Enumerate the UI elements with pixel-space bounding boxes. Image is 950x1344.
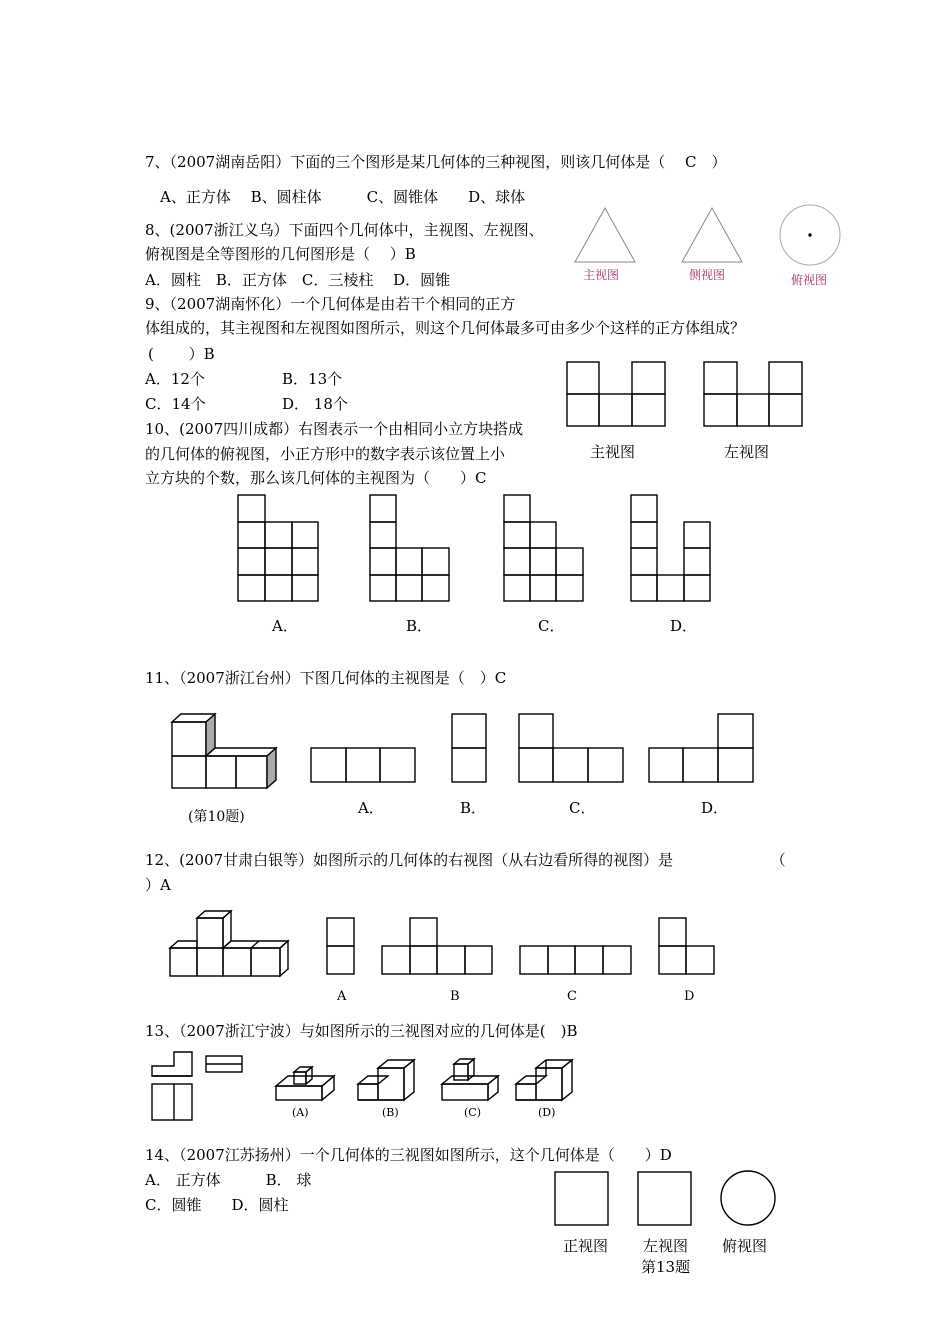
q7-view-label-top: 俯视图 <box>791 273 828 287</box>
q9-option-d: D． 18个 <box>282 395 348 413</box>
q10-stem-line2: 的几何体的俯视图，小正方形中的数字表示该位置上小 <box>145 445 506 463</box>
q7-side-triangle <box>682 208 742 262</box>
q14-options-line1: A． 正方体 B． 球 <box>145 1171 312 1189</box>
q12-option-c <box>520 946 631 974</box>
q10-label-b: B． <box>406 617 433 635</box>
q11-label-d: D． <box>701 799 729 817</box>
q10-option-c-grid <box>504 495 583 601</box>
q11-label-c: C． <box>569 799 596 817</box>
q7-view-label-front: 主视图 <box>583 268 620 282</box>
q10-options-figure <box>238 495 718 605</box>
q7-top-center-dot <box>809 234 811 236</box>
q10-option-d-grid <box>631 495 710 601</box>
q11-label-b: B． <box>460 799 487 817</box>
q13-label-a: (A) <box>292 1106 309 1119</box>
q11-option-b <box>452 714 486 782</box>
q12-label-a: A <box>337 989 347 1004</box>
q11-stem: 11、（2007浙江台州）下图几何体的主视图是（ ）C <box>145 669 507 687</box>
q13-stem: 13、（2007浙江宁波）与如图所示的三视图对应的几何体是( )B <box>145 1022 578 1040</box>
q12-stem-line1: 12、(2007甘肃白银等）如图所示的几何体的右视图（从右边看所得的视图）是 （ <box>145 851 786 869</box>
q14-front-view-square <box>555 1172 608 1225</box>
q13-option-d-solid <box>516 1060 572 1100</box>
q14-view-label-top: 俯视图 <box>722 1237 768 1255</box>
q10-stem-line1: 10、(2007四川成都）右图表示一个由相同小立方块搭成 <box>145 420 524 438</box>
q13-option-a-solid <box>276 1067 334 1100</box>
q12-stem-line2: ）A <box>145 876 171 894</box>
q12-label-b: B <box>450 989 460 1004</box>
q7-front-triangle <box>575 208 635 262</box>
q8-options: A．圆柱 B．正方体 C．三棱柱 D．圆锥 <box>145 271 451 289</box>
q12-label-d: D <box>684 989 695 1004</box>
q7-stem: 7、（2007湖南岳阳）下面的三个图形是某几何体的三种视图，则该几何体是（ C ） <box>145 153 727 171</box>
q14-view-label-left: 左视图 <box>643 1237 689 1255</box>
q12-option-d <box>659 918 714 974</box>
q12-option-b <box>382 918 492 974</box>
q10-option-b-grid <box>370 495 449 601</box>
q11-solid <box>172 714 276 788</box>
q13-option-c-solid <box>442 1059 498 1100</box>
q14-stem: 14、（2007江苏扬州）一个几何体的三视图如图所示，这个几何体是（ ）D <box>145 1146 672 1164</box>
q11-option-c <box>519 714 623 782</box>
q7-view-label-side: 侧视图 <box>689 268 726 282</box>
q11-caption: (第10题) <box>188 809 245 825</box>
q13-label-b: (B) <box>382 1106 399 1119</box>
q10-label-d: D． <box>670 617 698 635</box>
q13-option-b-solid <box>358 1060 414 1100</box>
q12-label-c: C <box>567 989 577 1004</box>
q9-views-figure <box>567 362 807 432</box>
q14-view-label-front: 正视图 <box>563 1237 609 1255</box>
q10-label-c: C． <box>538 617 565 635</box>
q12-option-a <box>327 918 354 974</box>
q10-option-a-grid <box>238 495 318 601</box>
q14-left-view-square <box>638 1172 691 1225</box>
q14-views-figure <box>553 1170 783 1230</box>
q11-label-a: A． <box>358 799 384 817</box>
q9-left-view <box>704 362 802 426</box>
q9-view-label-left: 左视图 <box>724 443 770 461</box>
q11-option-d <box>649 714 753 782</box>
q12-solid <box>170 911 288 976</box>
q14-options-line2: C．圆锥 D．圆柱 <box>145 1196 289 1214</box>
q9-front-view <box>567 362 665 426</box>
q13-label-c: (C) <box>464 1106 481 1119</box>
q10-stem-line3: 立方块的个数，那么该几何体的主视图为（ ）C <box>145 469 487 487</box>
q9-option-b: B．13个 <box>282 370 343 388</box>
q14-top-view-circle <box>721 1171 775 1225</box>
q14-caption: 第13题 <box>641 1258 691 1276</box>
q9-stem-line1: 9、（2007湖南怀化）一个几何体是由若干个相同的正方 <box>145 295 516 313</box>
q13-three-views <box>152 1052 242 1120</box>
q9-option-a: A．12个 <box>145 370 205 388</box>
q11-figure <box>170 712 770 792</box>
q9-view-label-front: 主视图 <box>590 443 636 461</box>
q11-option-a <box>311 748 415 782</box>
q12-figure <box>168 908 728 988</box>
q9-stem-line2: 体组成的，其主视图和左视图如图所示，则这个几何体最多可由多少个这样的正方体组成？ <box>145 319 746 337</box>
q13-figure <box>150 1050 590 1125</box>
q8-stem-line2: 俯视图是全等图形的几何图形是（ ）B <box>145 245 416 263</box>
q10-label-a: A． <box>272 617 298 635</box>
q7-options: A、正方体 B、圆柱体 C、圆锥体 D、球体 <box>160 188 526 206</box>
q13-label-d: (D) <box>538 1106 556 1119</box>
q9-answer: ( ）B <box>148 345 215 363</box>
q8-stem-line1: 8、(2007浙江义乌）下面四个几何体中，主视图、左视图、 <box>145 221 544 239</box>
q9-option-c: C．14个 <box>145 395 206 413</box>
